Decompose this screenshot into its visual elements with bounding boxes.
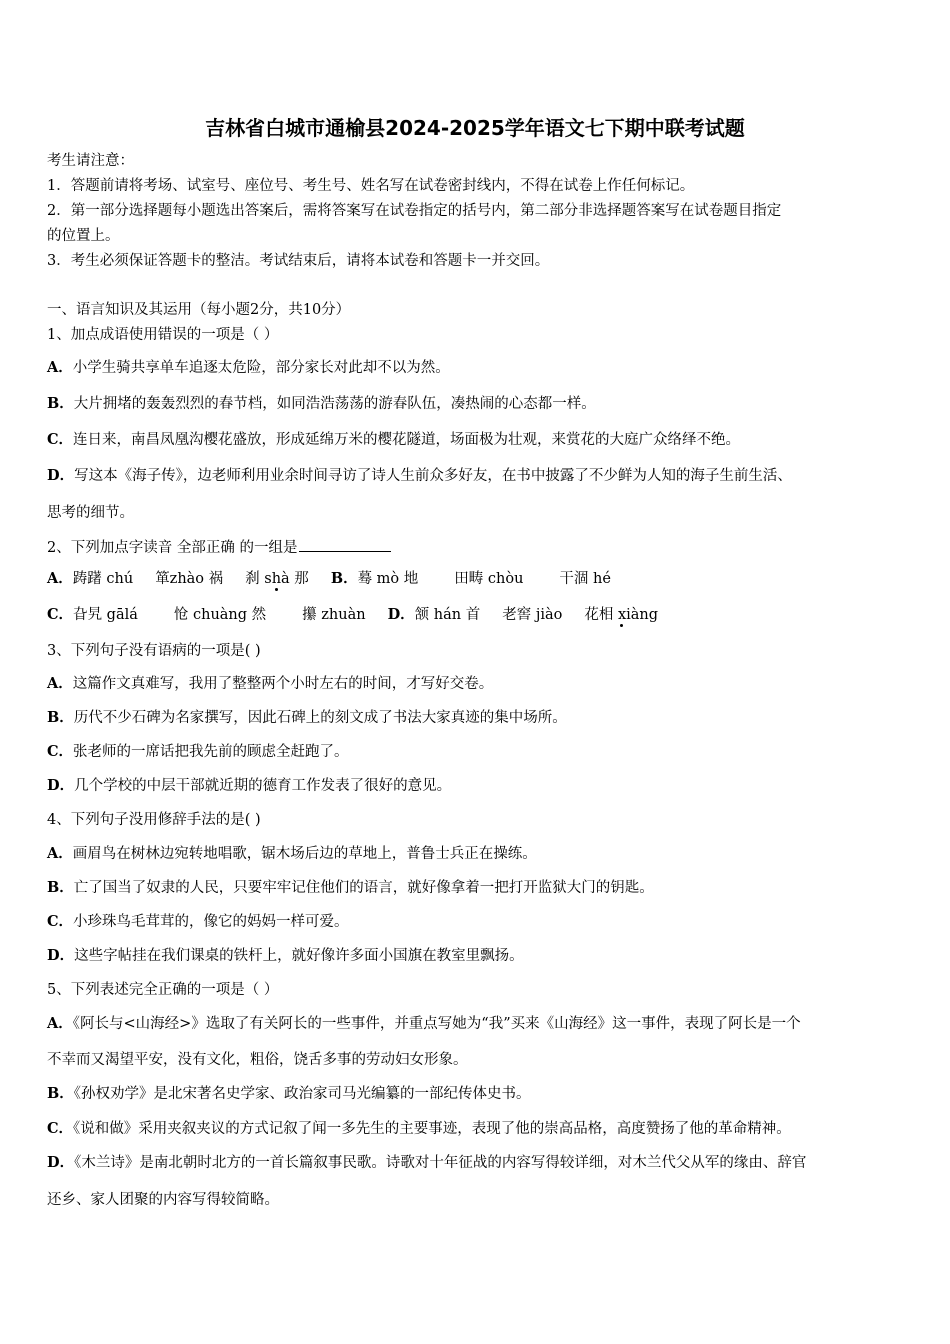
option-b bbox=[47, 878, 654, 898]
option-label: D． bbox=[387, 606, 415, 623]
pinyin-item: 老窖 jiào bbox=[502, 607, 563, 623]
option-text: 《孙权劝学》是北宋著名史学家、政治家司马光编纂的一部纪传体史书。 bbox=[73, 1086, 531, 1102]
option-label: B． bbox=[47, 1085, 74, 1102]
notice-heading: 考生请注意： bbox=[47, 153, 134, 169]
option-a bbox=[47, 844, 537, 864]
notice-item: 的位置上。 bbox=[47, 228, 120, 244]
option-text: 历代不少石碑为名家撰写，因此石碑上的刻文成了书法大家真迹的集中场所。 bbox=[73, 710, 567, 726]
option-text: 小学生骑共享单车追逐太危险，部分家长对此却不以为然。 bbox=[72, 360, 450, 376]
pinyin-item: 蓦 mò 地 bbox=[357, 571, 419, 587]
option-text: 大片拥堵的轰轰烈烈的春节档，如同浩浩荡荡的游春队伍，凑热闹的心态都一样。 bbox=[73, 396, 596, 412]
option-a-continued: 不幸而又渴望平安，没有文化，粗俗，饶舌多事的劳动妇女形象。 bbox=[47, 1052, 468, 1068]
option-label: D． bbox=[47, 1154, 75, 1171]
option-a bbox=[47, 674, 493, 694]
option-label: B． bbox=[47, 395, 74, 412]
option-label: C． bbox=[47, 431, 74, 448]
pinyin-item: 花相 xiàng bbox=[584, 607, 659, 623]
option-label: B． bbox=[330, 570, 358, 587]
exam-title: 吉林省白城市通榆县2024-2025学年语文七下期中联考试题 bbox=[205, 116, 745, 140]
option-a bbox=[47, 358, 450, 378]
option-b bbox=[47, 708, 567, 728]
option-text: 《说和做》采用夹叙夹议的方式记叙了闻一多先生的主要事迹，表现了他的崇高品格，高度赞扬了他的革命精神。 bbox=[73, 1121, 791, 1137]
option-d-continued: 还乡、家人团聚的内容写得较简略。 bbox=[47, 1192, 279, 1208]
pinyin-item: 干涸 hé bbox=[559, 571, 611, 587]
option-text: 《阿长与<山海经>》选取了有关阿长的一些事件，并重点写她为“我”买来《山海经》这一事件，表现了阿长是一个 bbox=[72, 1016, 801, 1032]
pinyin-item: 旮旯 gālá bbox=[73, 607, 138, 623]
option-label: C． bbox=[47, 743, 74, 760]
option-d-continued: 思考的细节。 bbox=[47, 505, 134, 521]
pinyin-item: 踌躇 chú bbox=[72, 571, 134, 587]
option-text: 这篇作文真难写，我用了整整两个小时左右的时间，才写好交卷。 bbox=[72, 676, 494, 692]
option-label: D． bbox=[47, 777, 75, 794]
option-label: C． bbox=[47, 913, 74, 930]
option-text: 这些字帖挂在我们课桌的铁杆上，就好像许多面小国旗在教室里飘扬。 bbox=[74, 948, 524, 964]
option-label: A． bbox=[47, 359, 73, 376]
option-label: B． bbox=[47, 709, 74, 726]
option-text: 连日来，南昌凤凰沟樱花盛放，形成延绵万米的樱花隧道，场面极为壮观，来赏花的大庭广众络绎不绝。 bbox=[73, 432, 741, 448]
pinyin-item: 攥 zhuàn bbox=[302, 607, 366, 623]
option-c bbox=[47, 430, 740, 450]
pinyin-item: 怆 chuàng 然 bbox=[173, 607, 267, 623]
option-d bbox=[47, 1153, 806, 1173]
notice-item: 3．考生必须保证答题卡的整洁。考试结束后，请将本试卷和答题卡一并交回。 bbox=[47, 253, 550, 269]
option-b bbox=[47, 394, 596, 414]
option-label: A． bbox=[47, 570, 73, 587]
pinyin-item: 田畴 chòu bbox=[454, 571, 524, 587]
option-text: 亡了国当了奴隶的人民，只要牢牢记住他们的语言，就好像拿着一把打开监狱大门的钥匙。 bbox=[73, 880, 654, 896]
option-label: C． bbox=[47, 606, 74, 623]
option-a bbox=[47, 1014, 801, 1034]
option-label: A． bbox=[47, 1015, 73, 1032]
option-label: D． bbox=[47, 947, 75, 964]
option-c bbox=[47, 1119, 791, 1139]
option-label: C． bbox=[47, 1120, 74, 1137]
option-label: B． bbox=[47, 879, 74, 896]
option-d bbox=[47, 946, 524, 966]
option-c bbox=[47, 742, 349, 762]
question-stem: 4、下列句子没用修辞手法的是( ) bbox=[47, 812, 261, 828]
option-c bbox=[47, 912, 349, 932]
option-row-cd bbox=[47, 605, 658, 625]
option-text: 小珍珠鸟毛茸茸的，像它的妈妈一样可爱。 bbox=[73, 914, 349, 930]
option-label: A． bbox=[47, 675, 73, 692]
option-text: 《木兰诗》是南北朝时北方的一首长篇叙事民歌。诗歌对十年征战的内容写得较详细，对木兰代父从军的缘由、辞官 bbox=[74, 1155, 807, 1171]
pinyin-item: 刹 shà 那 bbox=[245, 571, 309, 587]
option-label: A． bbox=[47, 845, 73, 862]
answer-blank bbox=[299, 537, 391, 552]
notice-item: 2．第一部分选择题每小题选出答案后，需将答案写在试卷指定的括号内，第二部分非选择题答案写在试卷题目指定 bbox=[47, 203, 782, 219]
option-text: 画眉鸟在树林边宛转地唱歌，锯木场后边的草地上，普鲁士兵正在操练。 bbox=[72, 846, 537, 862]
option-text: 几个学校的中层干部就近期的德育工作发表了很好的意见。 bbox=[74, 778, 452, 794]
option-text: 写这本《海子传》，边老师利用业余时间寻访了诗人生前众多好友，在书中披露了不少鲜为人知的海子生前生活、 bbox=[74, 468, 792, 484]
option-text: 张老师的一席话把我先前的顾虑全赶跑了。 bbox=[73, 744, 349, 760]
option-b bbox=[47, 1084, 531, 1104]
question-stem: 3、下列句子没有语病的一项是( ) bbox=[47, 643, 261, 659]
option-label: D． bbox=[47, 467, 75, 484]
section-heading: 一、语言知识及其运用（每小题2分，共10分） bbox=[47, 302, 351, 318]
pinyin-item: 颔 hán 首 bbox=[414, 607, 481, 623]
option-d bbox=[47, 776, 451, 796]
question-stem bbox=[47, 537, 391, 558]
question-stem: 1、加点成语使用错误的一项是（ ） bbox=[47, 327, 279, 343]
question-stem: 5、下列表述完全正确的一项是（ ） bbox=[47, 982, 279, 998]
option-d bbox=[47, 466, 792, 486]
option-row-ab bbox=[47, 569, 611, 589]
pinyin-item: 箪zhào 祸 bbox=[155, 571, 224, 587]
notice-item: 1．答题前请将考场、试室号、座位号、考生号、姓名写在试卷密封线内，不得在试卷上作任何标记。 bbox=[47, 178, 695, 194]
stem-text: 2、下列加点字读音 全部正确 的一组是 bbox=[47, 540, 298, 556]
